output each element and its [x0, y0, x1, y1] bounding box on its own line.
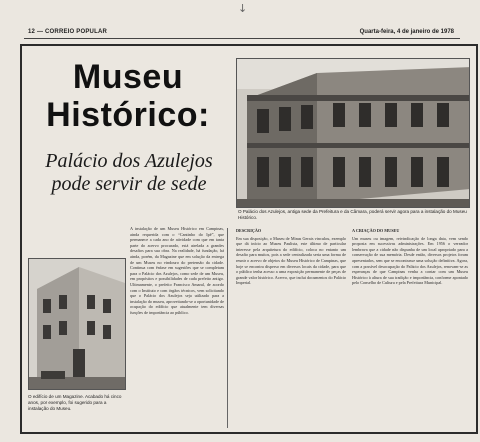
- subtitle-line-2: pode servir de sede: [51, 173, 207, 195]
- article-subtitle: [34, 150, 224, 196]
- column-2-text: Em sua disposição, o Museu de Minas Gerais vinculou, exemplo que dá início ao Museu Paulista, este último de particular interesse pela arquitetura do edifício, coloca no entanto um desafio para muitos, pois a sede centralizada seria uma forma de reunir o acervo de objetos do Museu Histórico de Campinas, que hoje se encontra disperso em diversos locais da cidade, para que o público tenha acesso a uma exposição permanente de peças de grande valor histórico. Acervo, que inclui documentos do Palácio Imperial.: [236, 235, 346, 286]
- page-header-left: 12 — CORREIO POPULAR: [28, 29, 108, 35]
- column-2-subheading: DESCRIÇÃO: [236, 228, 262, 233]
- building-photo: [28, 258, 126, 390]
- column-1-text: A instalação de um Museu Histórico em Campinas, ainda requerida com o “Cantinho do Ipê”, que permanece a cada ano de atividade com que em tanta parte do acervo procurado, está atrelada a grandes desafios para sua obra. Na realidade, há fundação, há ainda, porém, da Magazine que em solução da entrega de um Museu no vindouro do pretensão da cidade. Continua com ênfase em sugestões que se completam para o Palácio dos Azulejos, como sede de um Museu, em propósitos e possibilidades de cada prefeito antigo. Ultimamente, o prefeito Francisco Amaral, de acordo com o Instituto e com órgãos técnicos, vem solicitando que o Palácio dos Azulejos seja utilizado para a instalação do museu, aproveitando-se a oportunidade de ocupação do edifício que atualmente tem diversas funções de importância ao público.: [130, 226, 224, 315]
- building-photo-caption: O edifício de um Magazine. Acabado há cinco anos, por exemplo, foi sugerido para a instalação do Museu.: [28, 394, 122, 411]
- title-line-1: Museu: [72, 58, 184, 96]
- article-column-3: [352, 226, 468, 430]
- article-column-1: [130, 226, 224, 430]
- column-3-subheading: A CRIAÇÃO DO MUSEU: [352, 228, 400, 233]
- palace-photo: [236, 58, 470, 208]
- palace-building-image: [237, 59, 470, 208]
- title-line-2: Histórico:: [46, 96, 210, 134]
- column-3-text: Um museu ou imagem, reivindicação de longa data, vem sendo proposta em sucessivas administrações. Em 1956 o vereador lembrava que a cidade não dispunha de um local apropriado para a conservação de sua memória. Desde então, diversos projetos foram apresentados, sem que se encontrasse uma solução definitiva. Agora, com a possível desocupação do Palácio dos Azulejos, renovam-se as esperanças de que Campinas venha a contar com um Museu Histórico à altura de sua tradição e importância, conforme apontado pelo Conselho de Cultura e pela Prefeitura Municipal.: [352, 235, 468, 286]
- article-title: [32, 58, 224, 134]
- column-divider: [227, 228, 228, 428]
- header-divider: [24, 38, 460, 39]
- page-header-date: Quarta-feira, 4 de janeiro de 1978: [359, 29, 454, 35]
- palace-photo-caption: O Palácio dos Azulejos, antiga sede da Prefeitura e da Câmara, poderá servir agora para a instalação do Museu Histórico.: [238, 209, 467, 220]
- subtitle-line-1: Palácio dos Azulejos: [45, 150, 213, 172]
- article-column-2: [236, 226, 346, 430]
- corner-building-image: [29, 259, 126, 390]
- fold-arrow-icon: ↓: [238, 2, 248, 15]
